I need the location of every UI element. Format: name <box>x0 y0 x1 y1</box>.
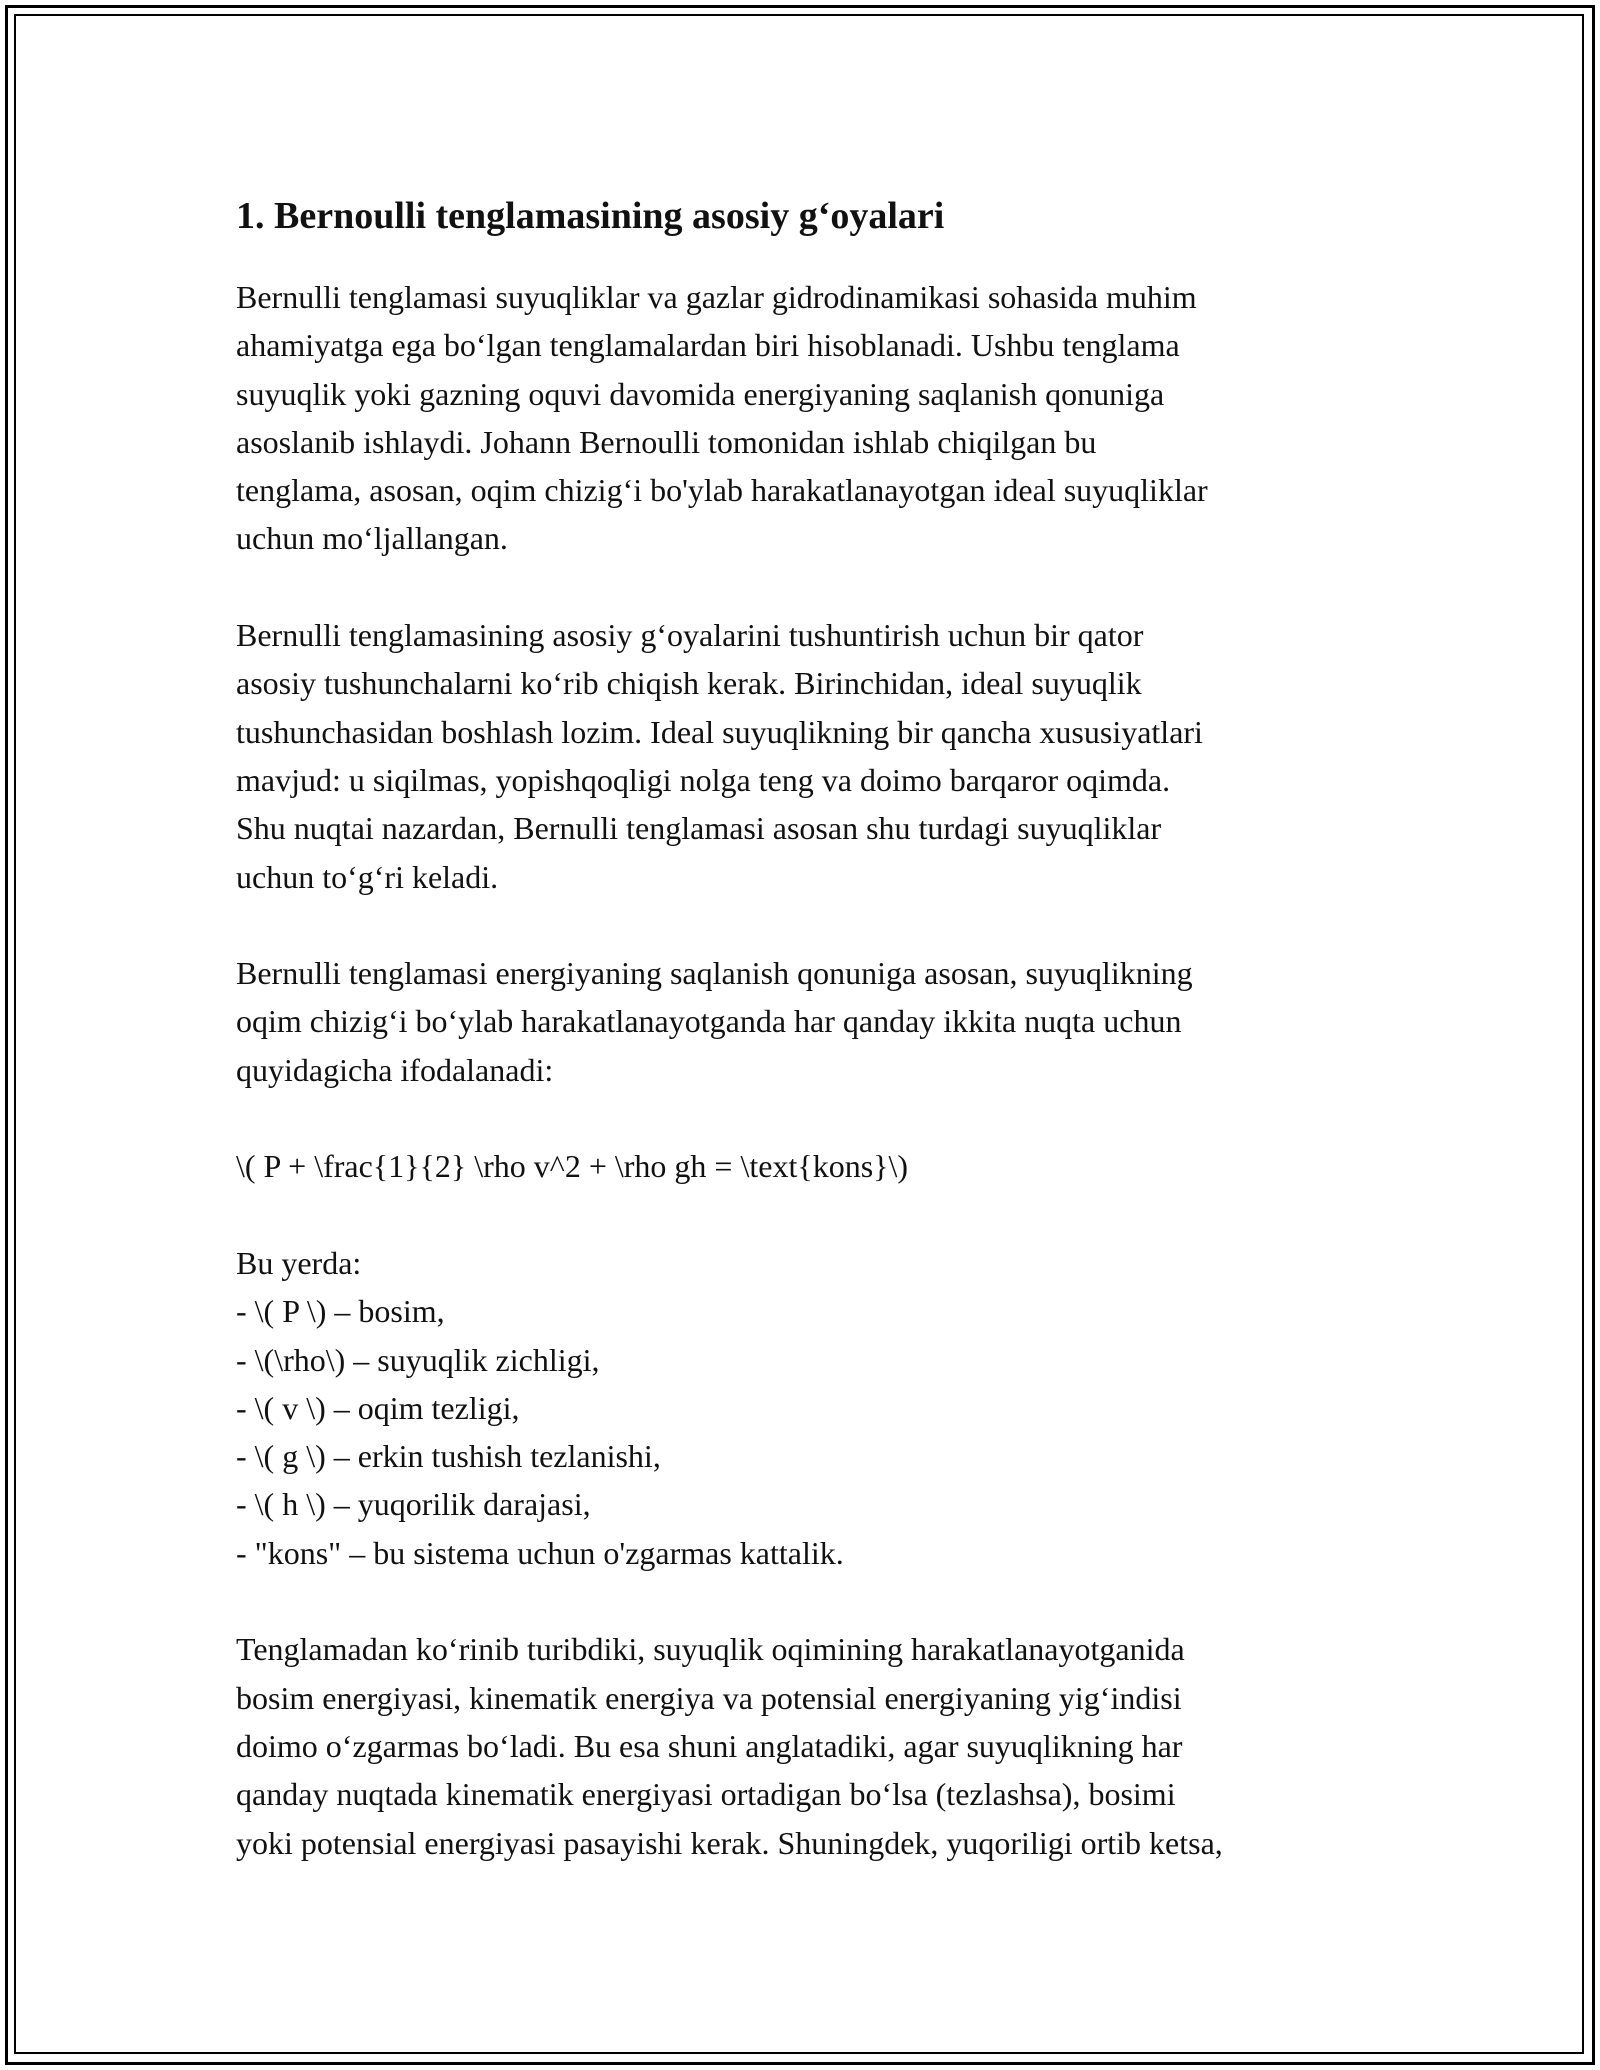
text-line: uchun to‘g‘ri keladi. <box>236 858 499 895</box>
text-line: uchun mo‘ljallangan. <box>236 520 508 557</box>
text-line: yoki potensial energiyasi pasayishi kerak. Shuningdek, yuqoriligi ortib ketsa, <box>236 1824 1223 1861</box>
equation-text: \( P + \frac{1}{2} \rho v^2 + \rho gh = \text{kons}\) <box>236 1148 909 1185</box>
text-line: oqim chizig‘i bo‘ylab harakatlanayotganda har qanday ikkita nuqta uchun <box>236 1003 1182 1040</box>
text-line: quyidagicha ifodalanadi: <box>236 1051 554 1088</box>
equation <box>236 1142 1386 1190</box>
text-line: tushunchasidan boshlash lozim. Ideal suyuqlikning bir qancha xususiyatlari <box>236 713 1203 750</box>
text-line: doimo o‘zgarmas bo‘ladi. Bu esa shuni anglatadiki, agar suyuqlikning har <box>236 1727 1183 1764</box>
document-body <box>236 183 1386 1867</box>
text-line: Bernulli tenglamasi energiyaning saqlanish qonuniga asosan, suyuqlikning <box>236 955 1193 992</box>
text-line: tenglama, asosan, oqim chizig‘i bo'ylab harakatlanayotgan ideal suyuqliklar <box>236 472 1208 509</box>
text-line: asoslanib ishlaydi. Johann Bernoulli tomonidan ishlab chiqilgan bu <box>236 423 1097 460</box>
text-line: suyuqlik yoki gazning oquvi davomida energiyaning saqlanish qonuniga <box>236 375 1165 412</box>
definitions-list <box>236 1239 1386 1577</box>
text-line: asosiy tushunchalarni ko‘rib chiqish kerak. Birinchidan, ideal suyuqlik <box>236 665 1142 702</box>
definition-item: - \( P \) – bosim, <box>236 1293 445 1330</box>
text-line: Bernulli tenglamasining asosiy g‘oyalarini tushuntirish uchun bir qator <box>236 617 1144 654</box>
paragraph-conclusion <box>236 1625 1386 1866</box>
text-line: Tenglamadan ko‘rinib turibdiki, suyuqlik oqimining harakatlanayotganida <box>236 1631 1185 1668</box>
definition-item: - \( h \) – yuqorilik darajasi, <box>236 1486 591 1523</box>
paragraph-ideal-fluid <box>236 611 1386 901</box>
text-line: mavjud: u siqilmas, yopishqoqligi nolga teng va doimo barqaror oqimda. <box>236 761 1171 798</box>
definition-item: - \( g \) – erkin tushish tezlanishi, <box>236 1438 661 1475</box>
definition-item: - \( v \) – oqim tezligi, <box>236 1389 520 1426</box>
text-line: ahamiyatga ega bo‘lgan tenglamalardan biri hisoblanadi. Ushbu tenglama <box>236 327 1180 364</box>
text-line: qanday nuqtada kinematik energiyasi ortadigan bo‘lsa (tezlashsa), bosimi <box>236 1776 1176 1813</box>
section-heading: 1. Bernoulli tenglamasining asosiy g‘oyalari <box>236 195 945 237</box>
paragraph-intro <box>236 273 1386 563</box>
text-line: Shu nuqtai nazardan, Bernulli tenglamasi asosan shu turdagi suyuqliklar <box>236 810 1162 847</box>
definitions-intro: Bu yerda: <box>236 1244 362 1281</box>
paragraph-equation-intro <box>236 949 1386 1094</box>
text-line: bosim energiyasi, kinematik energiya va potensial energiyaning yig‘indisi <box>236 1679 1182 1716</box>
definition-item: - \(\rho\) – suyuqlik zichligi, <box>236 1341 600 1378</box>
definition-item: - "kons" – bu sistema uchun o'zgarmas kattalik. <box>236 1534 844 1571</box>
text-line: Bernulli tenglamasi suyuqliklar va gazlar gidrodinamikasi sohasida muhim <box>236 279 1197 315</box>
